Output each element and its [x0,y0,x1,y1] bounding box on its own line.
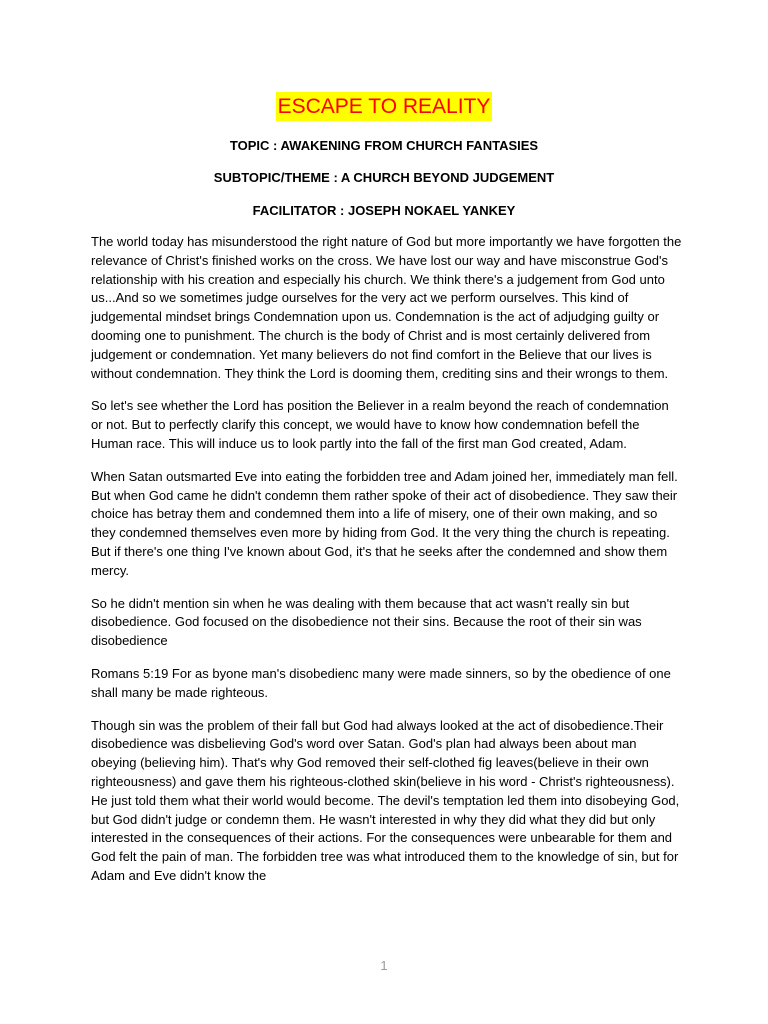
page-number: 1 [380,958,388,973]
document-body [91,233,683,900]
paragraph: When Satan outsmarted Eve into eating the forbidden tree and Adam joined her, immediately man fell. But when God came he didn't condemn them rather spoke of their act of disobedience. They saw their choice has betray them and condemned them into a life of misery, one of their own making, and so they condemned themselves even more by hiding from God. It the very thing the church is repeating. But if there's one thing I've known about God, it's that he seeks after the condemned and show them mercy. [91,468,678,578]
paragraph: Though sin was the problem of their fall but God had always looked at the act of disobedience.Their disobedience was disbelieving God's word over Satan. God's plan had always been about man obeying (believing him). That's why God removed their self-clothed fig leaves(believe in their own righteousness) and gave them his righteous-clothed skin(believe in his word - Christ's righteousness). He just told them what their world would become. The devil's temptation led them into disobeying God, but God didn't judge or condemn them. He wasn't interested in why they did what they did but only interested in the consequences of their actions. For the consequences were unbearable for them and God felt the pain of man. The forbidden tree was what introduced them to the knowledge of sin, but for Adam and Eve didn't know the [91,717,680,883]
paragraph: The world today has misunderstood the right nature of God but more importantly we have forgotten the relevance of Christ's finished works on the cross. We have lost our way and have misconstrue God's relationship with his creation and especially his church. We think there's a judgement from God unto us...And so we sometimes judge ourselves for the very act we perform ourselves. This kind of judgemental mindset brings Condemnation upon us. Condemnation is the act of adjudging guilty or dooming one to punishment. The church is the body of Christ and is most certainly delivered from judgement or condemnation. Yet many believers do not find comfort in the Believe that our lives is without condemnation. They think the Lord is dooming them, crediting sins and their wrongs to them. [91,234,682,381]
topic-heading: TOPIC : AWAKENING FROM CHURCH FANTASIES [229,138,539,153]
subtopic-heading: SUBTOPIC/THEME : A CHURCH BEYOND JUDGEMENT [213,170,555,185]
facilitator-heading: FACILITATOR : JOSEPH NOKAEL YANKEY [252,203,516,218]
document-title: ESCAPE TO REALITY [276,92,493,121]
paragraph: So he didn't mention sin when he was dealing with them because that act wasn't really sin but disobedience. God focused on the disobedience not their sins. Because the root of their sin was disobedience [91,595,642,649]
paragraph: So let's see whether the Lord has position the Believer in a realm beyond the reach of condemnation or not. But to perfectly clarify this concept, we would have to know how condemnation befell the Human race. This will induce us to look partly into the fall of the first man God created, Adam. [91,398,669,451]
title-block [0,92,768,121]
paragraph: Romans 5:19 For as byone man's disobedienc many were made sinners, so by the obedience of one shall many be made righteous. [91,665,671,700]
